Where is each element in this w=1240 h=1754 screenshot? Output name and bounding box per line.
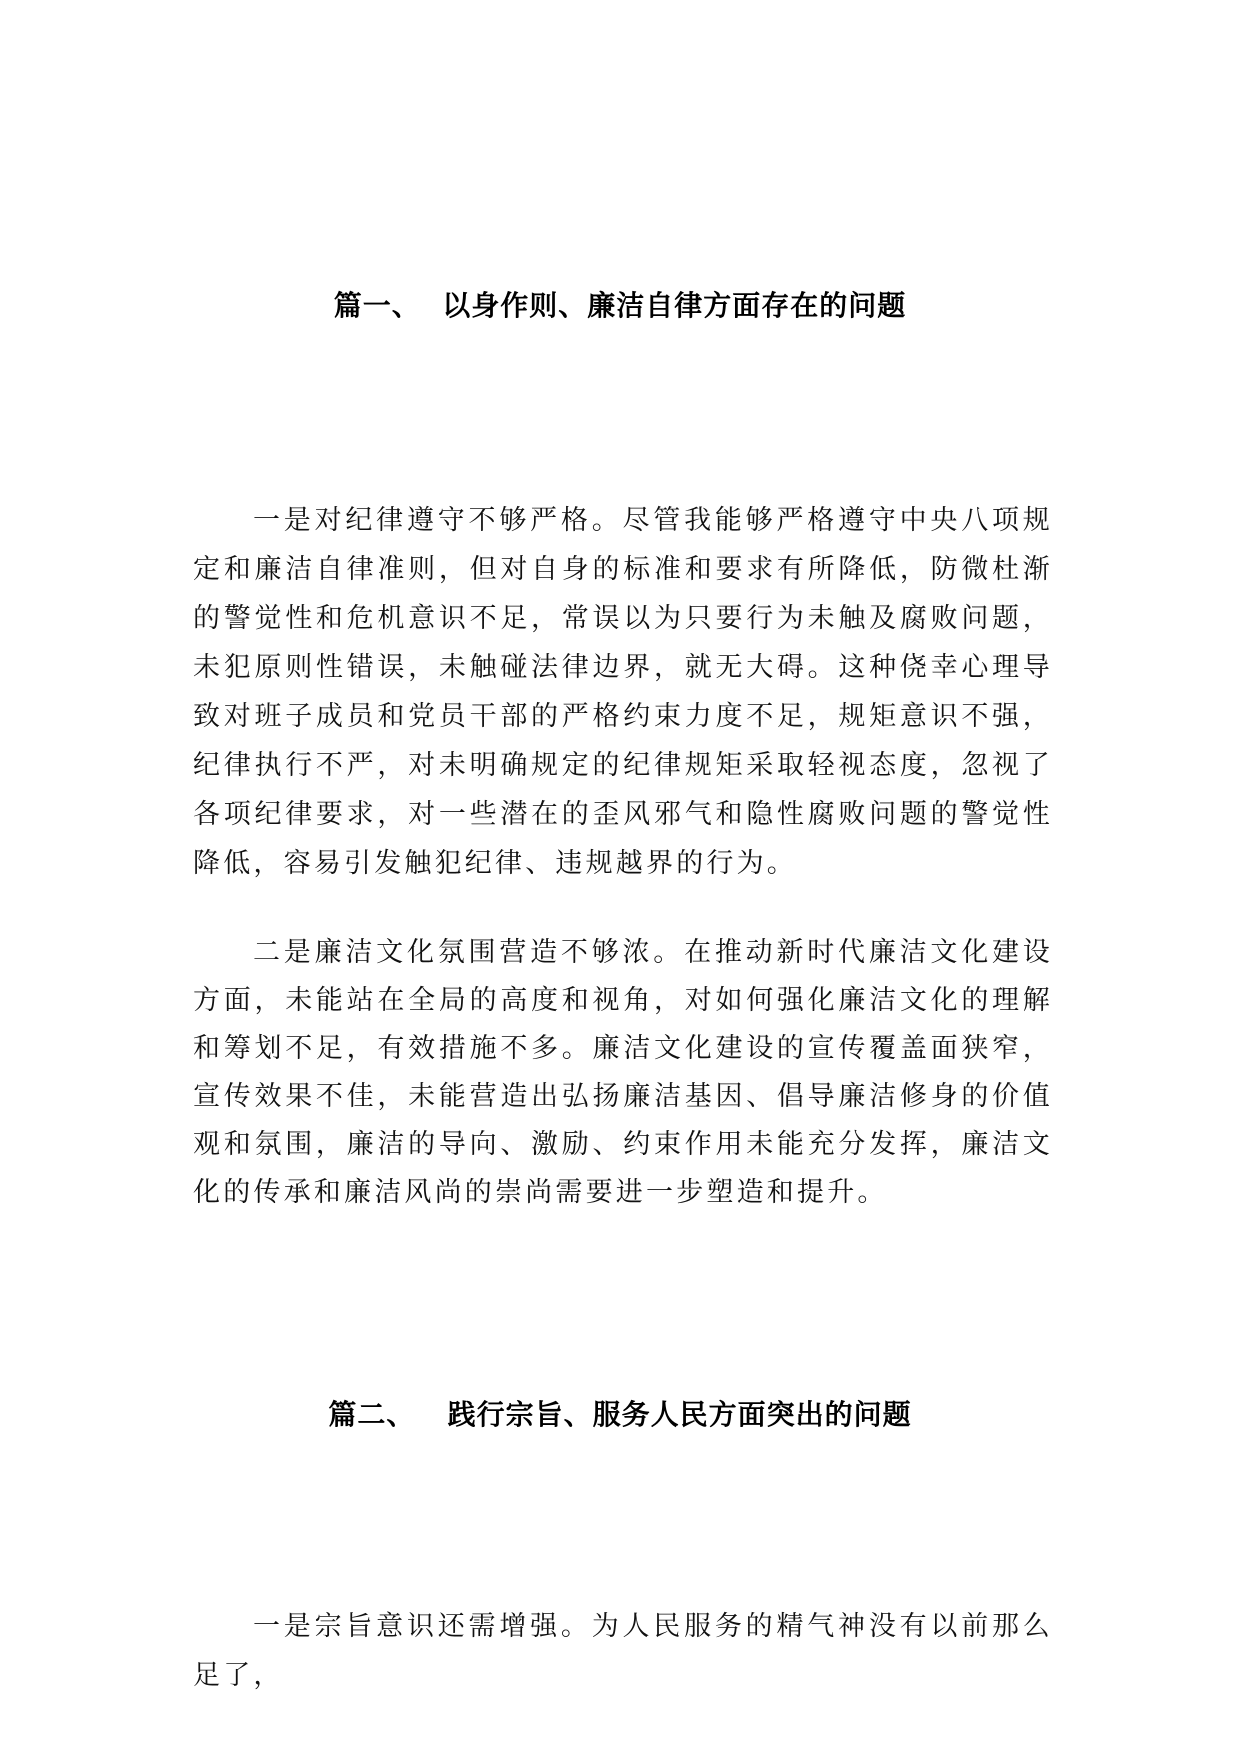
section-title: 篇一、 以身作则、廉洁自律方面存在的问题 — [333, 289, 907, 322]
body-paragraph: 二是廉洁文化氛围营造不够浓。在推动新时代廉洁文化建设方面，未能站在全局的高度和视角，对如何强化廉洁文化的理解和筹划不足，有效措施不多。廉洁文化建设的宣传覆盖面狭窄，宣传效果不佳，未能营造出弘扬廉洁基因、倡导廉洁修身的价值观和氛围，廉洁的导向、激励、约束作用未能充分发挥，廉洁文化的传承和廉洁风尚的崇尚需要进一步塑造和提升。 — [193, 937, 1053, 1208]
body-paragraph: 一是宗旨意识还需增强。为人民服务的精气神没有以前那么足了， — [193, 1611, 1053, 1691]
section-title: 篇二、 践行宗旨、服务人民方面突出的问题 — [328, 1398, 912, 1431]
body-paragraph: 一是对纪律遵守不够严格。尽管我能够严格遵守中央八项规定和廉洁自律准则，但对自身的标准和要求有所降低，防微杜渐的警觉性和危机意识不足，常误以为只要行为未触及腐败问题，未犯原则性错误，未触碰法律边界，就无大碍。这种侥幸心理导致对班子成员和党员干部的严格约束力度不足，规矩意识不强，纪律执行不严，对未明确规定的纪律规矩采取轻视态度，忽视了各项纪律要求，对一些潜在的歪风邪气和隐性腐败问题的警觉性降低，容易引发触犯纪律、违规越界的行为。 — [193, 505, 1053, 879]
